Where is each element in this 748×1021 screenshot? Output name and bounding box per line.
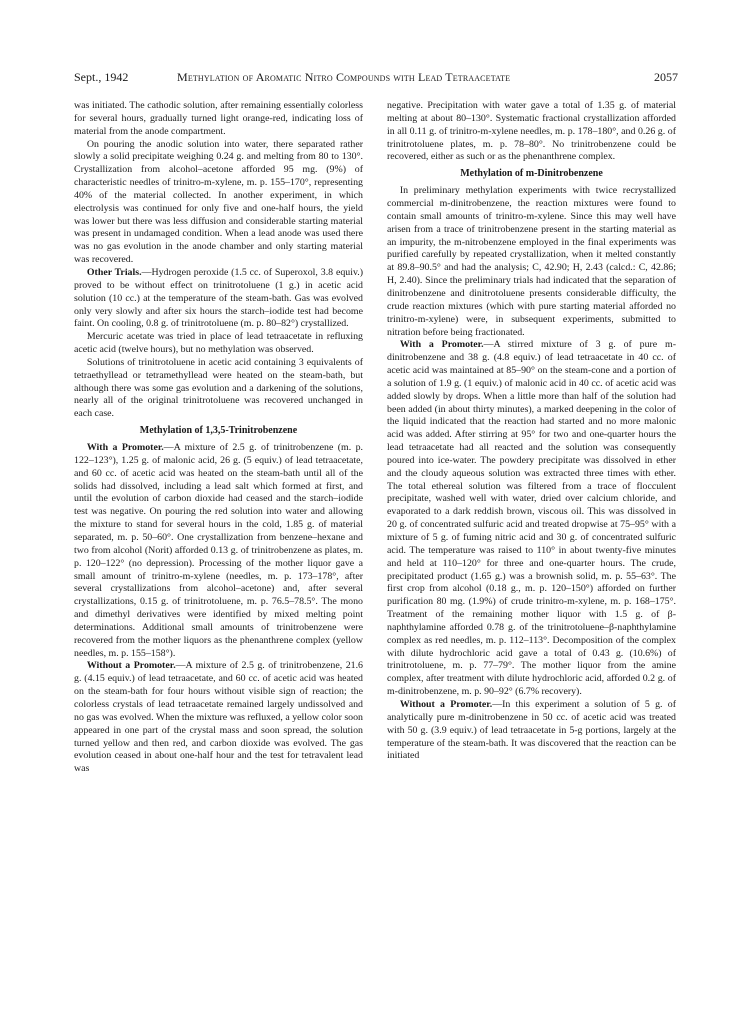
- paragraph: [74, 442, 363, 660]
- paragraph-body: —Hydrogen peroxide (1.5 cc. of Superoxol, 3.8 equiv.) proved to be without effect on trinitrotoluene (1 g.) in acetic acid solution (10 cc.) at the temperature of the steam-bath. Gas was evolved only very slowly and after six hours the starch–iodide test had become faint. On cooling, 0.8 g. of trinitrotoluene (m. p. 80–82°) crystallized.: [74, 266, 364, 330]
- running-header: [74, 68, 678, 86]
- paragraph: In preliminary methylation experiments with twice recrystallized commercial m-dinitrobenzene, the reaction mixtures were found to contain small amounts of trinitro-m-xylene. Since this may well have arisen from a trace of trinitrobenzene present in the starting material as an impurity, the m-nitrobenzene employed in the final experiments was purified carefully by repeated crystallization, when it melted constantly at 89.8–90.5° and had the analysis; C, 42.90; H, 2.43 (calcd.: C, 42.86; H, 2.40). Since the preliminary trials had indicated that the separation of dinitrobenzene and dinitrotoluene presents considerable difficulty, the crude reaction mixtures (which with pure starting material afforded no trinitro-m-xylene) were, in subsequent experiments, submitted to nitration before being fractionated.: [387, 185, 676, 338]
- paragraph: Solutions of trinitrotoluene in acetic acid containing 3 equivalents of tetraethyllead or tetramethyllead were heated on the steam-bath, but although there was some gas evolution and a darkening of the solutions, nearly all of the original trinitrotoluene was recovered unchanged in each case.: [74, 356, 363, 420]
- paragraph-body: —A stirred mixture of 3 g. of pure m-dinitrobenzene and 38 g. (4.8 equiv.) of lead tetraacetate in 40 cc. of acetic acid was maintained at 85–90° on the steam-cone and a portion of a solution of 1.9 g. (1 equiv.) of malonic acid in 40 cc. of acetic acid was added slowly by drops. When a little more than half of the solution had been added (in about thirty minutes), a marked deepening in the color of the liquid indicated that the reaction had started and no more malonic acid was added. After stirring at 95° for two and one-quarter hours the lead tetraacetate had all reacted and the solution was consequently poured into ice-water. The powdery precipitate was dissolved in ether and the cloudy aqueous solution was extracted three times with ether. The total ethereal solution was filtered from a trace of flocculent precipitate, washed well with water, dried over calcium chloride, and evaporated to a dark reddish brown, viscous oil. This was dissolved in 20 g. of concentrated sulfuric acid and treated dropwise at 75–95° with a mixture of 5 g. of fuming nitric acid and 30 g. of concentrated sulfuric acid. The temperature was raised to 110° in about twenty-five minutes and held at 110–120° for three and one-quarter hours. The crude, precipitated product (1.65 g.) was a brownish solid, m. p. 55–63°. The first crop from alcohol (0.18 g., m. p. 120–150°) afforded on further purification 80 mg. (1.9%) of crude trinitro-m-xylene, m. p. 168–175°. Treatment of the remaining mother liquor with 1.5 g. of β-naphthylamine afforded 0.78 g. of the trinitrotoluene–β-naphthylamine complex as red needles, m. p. 112–113°. Decomposition of the complex with dilute hydrochloric acid gave a total of 0.43 g. (10.6%) of trinitrotoluene, m. p. 77–79°. The mother liquor from the amine complex, after treatment with dilute hydrochloric acid, afforded 0.2 g. of m-dinitrobenzene, m. p. 90–92° (6.7% recovery).: [387, 339, 676, 698]
- paragraph: [387, 699, 676, 763]
- header-date: Sept., 1942: [74, 70, 129, 84]
- paragraph: [74, 267, 363, 331]
- paragraph: negative. Precipitation with water gave a total of 1.35 g. of material melting at about 80–130°. Systematic fractional crystallization afforded in all 0.11 g. of trinitro-m-xylene needles, m. p. 178–180°, and 0.26 g. of trinitrotoluene plates, m. p. 78–80°. No trinitrobenzene could be recovered, either as such or as the phenanthrene complex.: [387, 100, 676, 163]
- run-in-heading: Without a Promoter.: [399, 698, 493, 710]
- paragraph-body: —A mixture of 2.5 g. of trinitrobenzene (m. p. 122–123°), 1.25 g. of malonic acid, 26 g. (5 equiv.) of lead tetraacetate, and 60 cc. of acetic acid was heated on the steam-bath until all of the solids had dissolved, including a lead salt which formed at first, and until the evolution of carbon dioxide had ceased and the starch–iodide test was negative. On pouring the red solution into water and allowing the mixture to stand for several hours in the cold, 1.85 g. of material separated, m. p. 50–60°. One crystallization from benzene–hexane and two from alcohol (Norit) afforded 0.13 g. of trinitrobenzene as plates, m. p. 120–122° (no depression). Processing of the mother liquor gave a small amount of trinitro-m-xylene (needles, m. p. 173–178°, after several crystallizations from alcohol–acetone) and, after several crystallizations, 0.15 g. of trinitrotoluene, m. p. 76.5–78.5°. The mono and dimethyl derivatives were identified by mixed melting point determinations. Additional small amounts of trinitrobenzene were recovered from the mother liquors as the phenanthrene complex (yellow needles, m. p. 155–158°).: [74, 442, 363, 659]
- paragraph-body: —A mixture of 2.5 g. of trinitrobenzene, 21.6 g. (4.15 equiv.) of lead tetraacetate, and 60 cc. of acetic acid was heated on the steam-bath for four hours without visible sign of reaction; the colorless crystals of lead tetraacetate remained largely undissolved and no gas was evolved. When the mixture was refluxed, a yellow color soon appeared in one part of the crystal mass and soon spread, the solution turned yellow and then red, and carbon dioxide was evolved. The gas evolution ceased in about one-half hour and the test for tetravalent lead was: [74, 660, 363, 775]
- paragraph-body: —In this experiment a solution of 5 g. of analytically pure m-dinitrobenzene in 50 cc. of acetic acid was treated with 50 g. (3.9 equiv.) of lead tetraacetate in 5-g portions, largely at the temperature of the steam-bath. It was discovered that the reaction can be initiated: [387, 698, 676, 762]
- section-heading: Methylation of 1,3,5-Trinitrobenzene: [139, 425, 298, 437]
- left-column: [74, 100, 363, 776]
- paragraph: was initiated. The cathodic solution, after remaining essentially colorless for several hours, gradually turned light orange-red, indicating loss of material from the anode compartment.: [74, 100, 363, 137]
- page-number: 2057: [654, 70, 678, 84]
- run-in-heading: With a Promoter.: [86, 442, 164, 454]
- run-in-heading: Other Trials.: [86, 266, 142, 278]
- right-column: [387, 100, 676, 763]
- run-in-heading: Without a Promoter.: [86, 660, 176, 672]
- paragraph: [74, 660, 363, 776]
- header-title: Methylation of Aromatic Nitro Compounds with Lead Tetraacetate: [177, 70, 511, 84]
- paragraph: On pouring the anodic solution into water, there separated rather slowly a solid precipitate weighing 0.24 g. and melting from 80 to 130°. Crystallization from alcohol–acetone afforded 95 mg. (9%) of characteristic needles of trinitro-m-xylene, m. p. 155–170°, representing 40% of the material collected. In another experiment, in which electrolysis was continued for only five and one-half hours, the yield was lower but there was less diffusion and considerable starting material was present in undamaged condition. When a lead anode was used there was no gas evolution in the anode chamber and only starting material was recovered.: [74, 138, 363, 266]
- section-heading: Methylation of m-Dinitrobenzene: [460, 168, 603, 180]
- paragraph: Mercuric acetate was tried in place of lead tetraacetate in refluxing acetic acid (twelve hours), but no methylation was observed.: [74, 331, 363, 356]
- paragraph: [387, 339, 676, 699]
- run-in-heading: With a Promoter.: [399, 339, 484, 351]
